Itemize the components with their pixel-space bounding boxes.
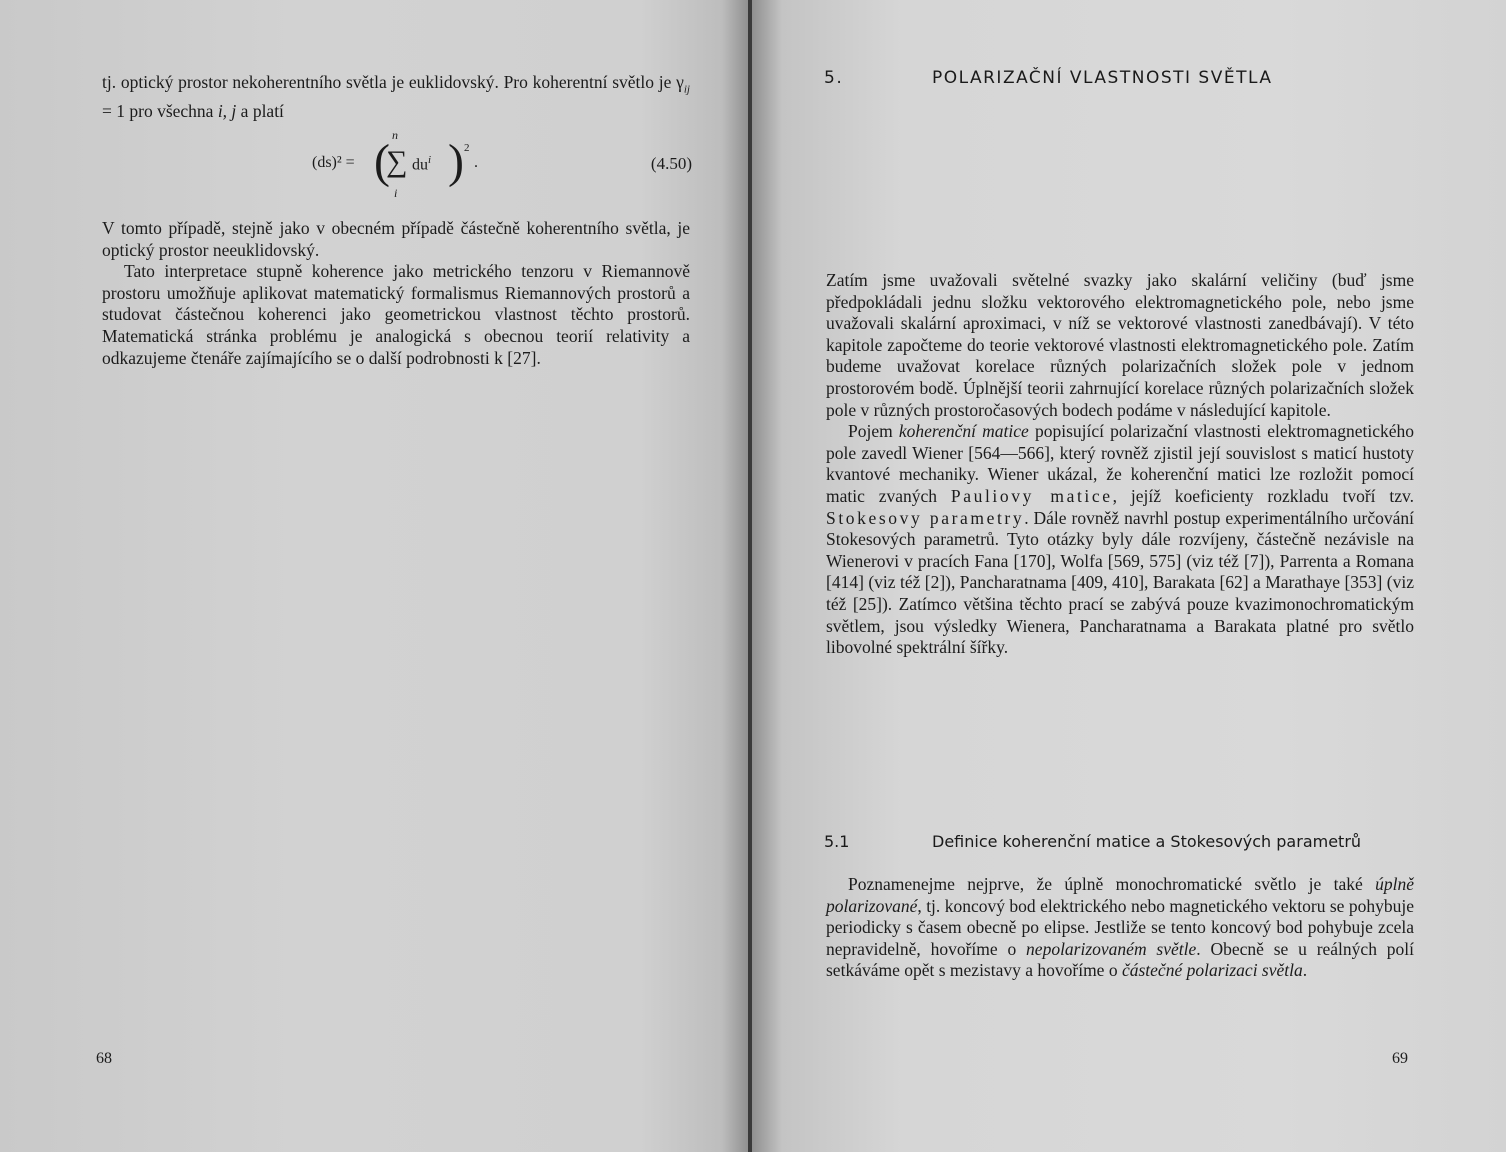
left-paragraph-2: Tato interpretace stupně koherence jako metrického tenzoru v Riemannově prostoru umožňuje aplikovat matematický formalismus Riemannových prostorů a studovat částečnou koherenci jako geometrickou vlastnost těchto prostorů. Matematická stránka problému je analogická s obecnou teorií relativity a odkazujeme čtenáře zajímajícího se o další podrobnosti k [27]. xyxy=(102,261,690,368)
p3-part-2: , tj. koncový bod elektrického nebo magnetického vektoru se pohybuje periodicky s časem obecně po elipse. Jestliže se tento koncový bod pohybuje zcela nepravidelně, hovoříme o xyxy=(826,895,1414,959)
gamma-subscript: ij xyxy=(683,83,690,96)
left-paragraph-1: V tomto případě, stejně jako v obecném případě částečně koherentního světla, je optický prostor neeuklidovský. xyxy=(102,218,690,260)
chapter-number: 5. xyxy=(824,68,844,88)
term-du: du xyxy=(412,156,428,174)
term-unpolarized-light: nepolarizovaném světle xyxy=(1026,938,1197,959)
p2-part-3: , jejíž koeficienty rozkladu tvoří tzv. xyxy=(1112,485,1414,506)
power-two: 2 xyxy=(464,142,470,154)
equation-term xyxy=(412,154,431,174)
intro-line-2b: = 1 pro všechna xyxy=(102,101,218,122)
term-stokes-parameters: Stokesovy parametry xyxy=(826,507,1025,528)
p2-part-4: . Dále rovněž navrhl postup experimentálního určování Stokesových parametrů. Tyto otázky byly dále rozvíjeny, částečně nezávisle na Wienerovi v pracích Fana [170], Wolfa [569, 575] (viz též [7]), Parrenta a Romana [414] (viz též [2]), Pancharatnama [409, 410], Barakata [62] a Marathaye [353] (viz též [25]). Zatímco většina těchto prací se zabývá pouze kvazimonochromatickým světlem, jsou výsledky Wienera, Pancharatnama a Barakata platné pro světlo libovolné spektrální šířky. xyxy=(826,507,1414,658)
intro-line-2a: koherentní světlo je γ xyxy=(532,72,684,92)
intro-text xyxy=(102,72,690,123)
p3-part-1: Poznamenejme nejprve, že úplně monochromatické světlo je také xyxy=(848,874,1376,894)
intro-indices: i, j xyxy=(217,101,237,122)
equation-number: (4.50) xyxy=(650,154,692,173)
p3-part-3: . Obecně se u reálných polí setkáváme opět s mezistavy a hovoříme o xyxy=(826,938,1414,981)
intro-line-2c: a platí xyxy=(236,101,284,122)
right-paragraph-1: Zatím jsme uvažovali světelné svazky jako skalární veličiny (buď jsme předpokládali jednu složku vektorového elektromagnetického pole, nebo jsme uvažovali skalární aproximaci, v níž se vektorové vlastnosti zanedbávají). V této kapitole započteme do teorie vektorové vlastnosti elektromagnetického pole. Zatím budeme uvažovat korelace různých polarizačních složek pole v jednom prostorovém bodě. Úplnější teorii zahrnující korelace různých polarizačních složek pole v různých prostoročasových bodech podáme v následující kapitole. xyxy=(826,270,1414,420)
sum-lower-limit: i xyxy=(394,186,398,200)
sum-upper-limit: n xyxy=(392,128,398,142)
page-number-right: 69 xyxy=(1392,1050,1408,1067)
equation-body xyxy=(312,128,512,212)
page-number-left: 68 xyxy=(96,1050,112,1067)
term-fully-polarized: úplně polarizované xyxy=(826,874,1414,916)
p2-part-1: Pojem xyxy=(848,421,899,442)
left-body-text xyxy=(102,218,690,369)
p2-part-2: popisující polarizační vlastnosti elektromagnetického pole zavedl Wiener [564—566], který rovněž zjistil její souvislost s maticí hustoty kvantové mechaniky. Wiener ukázal, že koherenční matici lze rozložit pomocí matic zvaných xyxy=(826,421,1414,506)
intro-line-1: tj. optický prostor nekoherentního světla je euklidovský. Pro xyxy=(102,72,528,92)
term-coherence-matrix: koherenční matice xyxy=(898,421,1029,442)
term-partial-polarization: částečné polarizaci světla xyxy=(1121,960,1303,981)
chapter-title: POLARIZAČNÍ VLASTNOSTI SVĚTLA xyxy=(932,68,1273,88)
section-title: Definice koherenční matice a Stokesových parametrů xyxy=(932,832,1362,851)
left-paren: ( xyxy=(374,135,390,188)
intro-paragraph xyxy=(102,72,690,123)
section-number: 5.1 xyxy=(824,832,850,851)
equation-period: . xyxy=(474,154,478,171)
equation-lhs: (ds)² = xyxy=(312,154,355,171)
right-paragraph-2 xyxy=(826,421,1414,659)
right-section-text xyxy=(826,874,1414,982)
right-paren: ) xyxy=(448,135,464,188)
term-pauli-matrices: Pauliovy matice xyxy=(950,485,1113,506)
term-superscript: i xyxy=(428,154,432,166)
sum-symbol: ∑ xyxy=(386,145,408,178)
right-paragraph-3 xyxy=(826,874,1414,982)
p3-part-4: . xyxy=(1302,960,1308,981)
right-body-text xyxy=(826,270,1414,659)
equation-4-50 xyxy=(102,128,692,212)
left-page xyxy=(0,0,752,1152)
